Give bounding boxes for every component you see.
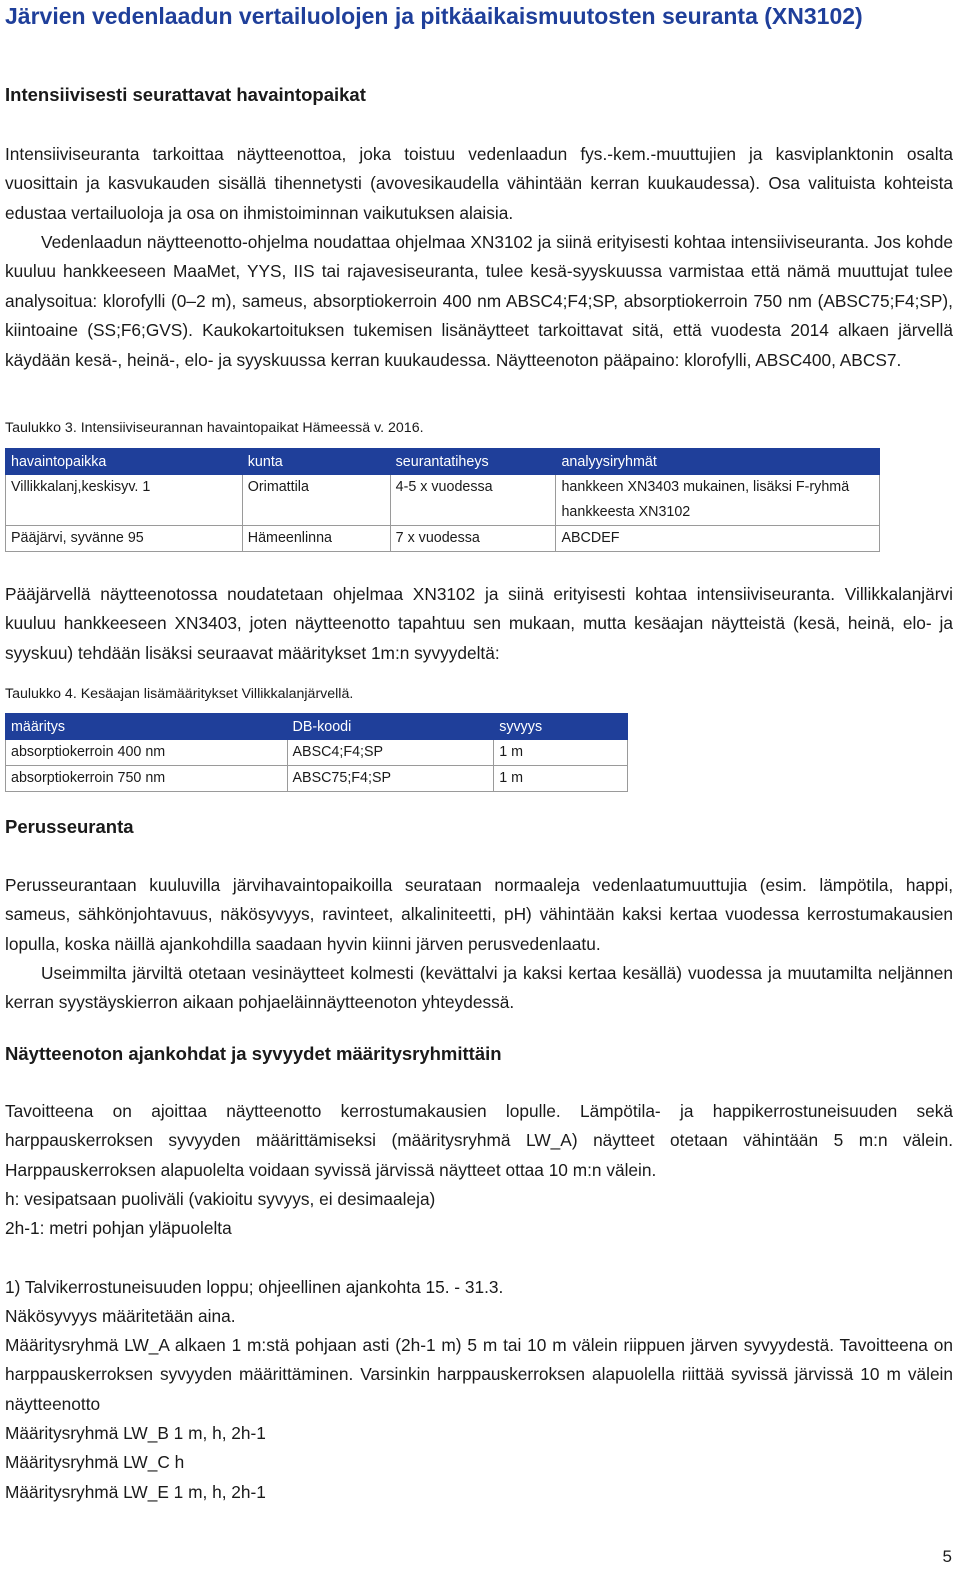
table3-monitoring-sites — [5, 448, 880, 552]
table-cell: absorptiokerroin 750 nm — [6, 766, 288, 792]
table4-header-cell: määritys — [6, 714, 288, 740]
table-row — [6, 475, 880, 526]
table-cell: Pääjärvi, syvänne 95 — [6, 526, 243, 552]
section-heading-intensive: Intensiivisesti seurattavat havaintopaikat — [5, 84, 366, 105]
list-item-lw-e: Määritysryhmä LW_E 1 m, h, 2h-1 — [5, 1482, 266, 1502]
paragraph-intensive-intro: Intensiiviseuranta tarkoittaa näytteenottoa, joka toistuu vedenlaadun fys.-kem.-muuttujien ja kasviplanktonin osalta vuosittain ja kasvukauden sisällä tihennetysti (avovesikaudella vähintään kerran kuukaudessa). Osa valituista kohteista edustaa vertailuoloja ja osa on ihmistoiminnan vaikutuksen alaisia. — [5, 144, 953, 223]
section-heading-basic: Perusseuranta — [5, 816, 134, 837]
table-cell: 4-5 x vuodessa — [390, 475, 556, 526]
paragraph-paajarvi: Pääjärvellä näytteenotossa noudatetaan ohjelmaa XN3102 ja siinä erityisesti kohtaa intensiiviseuranta. Villikkalanjärvi kuuluu hankkeeseen XN3403, joten näytteenotto tapahtuu sen mukaan, mutta kesäajan näytteistä (kesä, heinä, elo- ja syyskuu) tehdään lisäksi seuraavat määritykset 1m:n syvyydeltä: — [5, 584, 953, 663]
table-cell: 1 m — [494, 766, 628, 792]
table-cell: Orimattila — [242, 475, 390, 526]
table4-header-row — [6, 714, 628, 740]
list-item-secchi: Näkösyvyys määritetään aina. — [5, 1306, 236, 1326]
table4-header-cell: syvyys — [494, 714, 628, 740]
paragraph-intensive-program-text: Vedenlaadun näytteenotto-ohjelma noudattaa ohjelmaa XN3102 ja siinä erityisesti kohtaa intensiiviseuranta. Jos kohde kuuluu hankkeeseen MaaMet, YYS, IIS tai rajavesiseuranta, tulee kesä-syyskuussa varmistaa että nämä muuttujat tulee analysoitua: klorofylli (0–2 m), sameus, absorptiokerroin 400 nm ABSC4;F4;SP, absorptiokerroin 750 nm (ABSC75;F4;SP), kiintoaine (SS;F6;GVS). Kaukokartoituksen tukemisen lisänäytteet tarkoittavat sitä, että vuodesta 2014 alkaen järvellä käydään kesä-, heinä-, elo- ja syyskuussa kerran kuukaudessa. Näytteenoton pääpaino: klorofylli, ABSC400, ABCS7. — [5, 232, 953, 370]
table-cell: 1 m — [494, 740, 628, 766]
table3-header-cell: seurantatiheys — [390, 449, 556, 475]
paragraph-intensive-program — [5, 228, 953, 375]
table3-header-cell: kunta — [242, 449, 390, 475]
document-title: Järvien vedenlaadun vertailuolojen ja pitkäaikaismuutosten seuranta (XN3102) — [5, 3, 863, 29]
table4-summer-determinations — [5, 713, 628, 792]
table-cell: absorptiokerroin 400 nm — [6, 740, 288, 766]
list-item-lw-a: Määritysryhmä LW_A alkaen 1 m:stä pohjaan asti (2h-1 m) 5 m tai 10 m välein riippuen järven syvyydestä. Tavoitteena on harppauskerroksen syvyyden määrittäminen. Varsinkin harppauskerroksen alapuolella riittää syvissä järvissä 10 m välein näytteenotto — [5, 1335, 953, 1414]
paragraph-basic-intro: Perusseurantaan kuuluvilla järvihavaintopaikoilla seurataan normaaleja vedenlaatumuuttujia (esim. lämpötila, happi, sameus, sähkönjohtavuus, näkösyvyys, ravinteet, alkaliniteetti, pH) vähintään kaksi kertaa vuodessa kerrostumakausien lopulla, koska näillä ajankohdilla saadaan hyvin kiinni järven perusvedenlaatu. — [5, 875, 953, 954]
list-item-lw-b: Määritysryhmä LW_B 1 m, h, 2h-1 — [5, 1423, 266, 1443]
table3-header-cell: havaintopaikka — [6, 449, 243, 475]
table-row — [6, 526, 880, 552]
table3-header-row — [6, 449, 880, 475]
paragraph-basic-samples — [5, 959, 953, 1018]
paragraph-sampling-goal: Tavoitteena on ajoittaa näytteenotto kerrostumakausien lopulle. Lämpötila- ja happikerrostuneisuuden sekä harppauskerroksen syvyyden määrittämiseksi (määritysryhmä LW_A) näytteet otetaan vähintään 5 m:n välein. Harppauskerroksen alapuolelta voidaan syvissä järvissä näytteet ottaa 10 m:n välein. — [5, 1101, 953, 1180]
table-row — [6, 740, 628, 766]
table3-caption: Taulukko 3. Intensiiviseurannan havaintopaikat Hämeessä v. 2016. — [5, 420, 424, 436]
table-cell: Hämeenlinna — [242, 526, 390, 552]
table-cell: Villikkalanj,keskisyv. 1 — [6, 475, 243, 526]
table-cell: hankkeen XN3403 mukainen, lisäksi F-ryhmä hankkeesta XN3102 — [556, 475, 880, 526]
table-cell: ABSC75;F4;SP — [287, 766, 494, 792]
table3-header-cell: analyysiryhmät — [556, 449, 880, 475]
section-heading-sampling-times: Näytteenoton ajankohdat ja syvyydet määritysryhmittäin — [5, 1043, 502, 1064]
table-cell: 7 x vuodessa — [390, 526, 556, 552]
line-2h-definition: 2h-1: metri pohjan yläpuolelta — [5, 1218, 232, 1238]
line-h-definition: h: vesipatsaan puoliväli (vakioitu syvyys, ei desimaaleja) — [5, 1189, 436, 1209]
list-item-winter-stratification: 1) Talvikerrostuneisuuden loppu; ohjeellinen ajankohta 15. - 31.3. — [5, 1277, 504, 1297]
page-number: 5 — [942, 1547, 952, 1566]
list-item-lw-c: Määritysryhmä LW_C h — [5, 1452, 185, 1472]
paragraph-basic-samples-text: Useimmilta järviltä otetaan vesinäytteet kolmesti (kevättalvi ja kaksi kertaa kesällä) vuodessa ja muutamilta neljännen kerran syystäyskierron aikaan pohjaeläinnäytteenoton yhteydessä. — [5, 963, 953, 1013]
table-row — [6, 766, 628, 792]
table4-caption: Taulukko 4. Kesäajan lisämääritykset Villikkalanjärvellä. — [5, 686, 354, 702]
table-cell: ABCDEF — [556, 526, 880, 552]
table4-header-cell: DB-koodi — [287, 714, 494, 740]
table-cell: ABSC4;F4;SP — [287, 740, 494, 766]
